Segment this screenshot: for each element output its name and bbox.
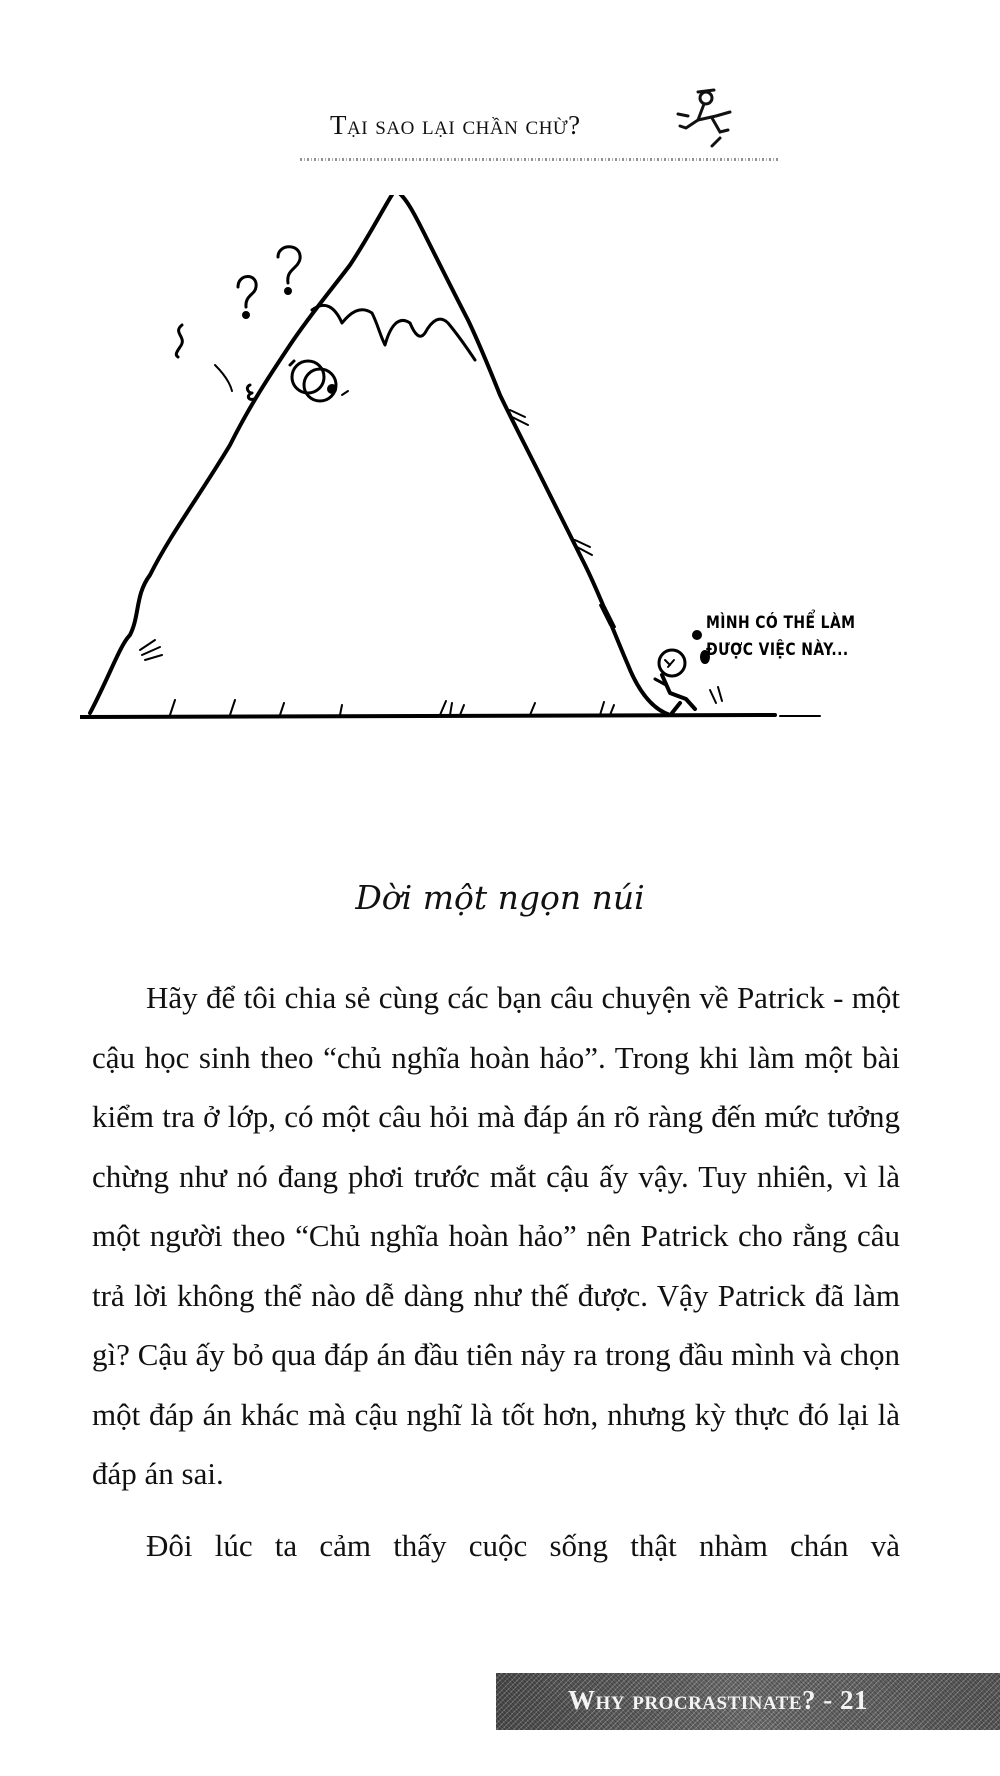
running-person-icon (668, 86, 748, 156)
speech-line-1: MÌNH CÓ THỂ LÀM (706, 613, 856, 633)
section-title: Dời một ngọn núi (355, 878, 645, 917)
footer-title-page-number: Why procrastinate? - 21 (568, 1685, 869, 1715)
header-rule (300, 158, 780, 161)
speech-line-2: ĐƯỢC VIỆC NÀY... (706, 640, 849, 660)
mountain-illustration (80, 195, 900, 845)
paragraph-1: Hãy để tôi chia sẻ cùng các bạn câu chuyện về Patrick - một cậu học sinh theo “chủ nghĩa hoàn hảo”. Trong khi làm một bài kiểm tra ở lớp, có một câu hỏi mà đáp án rõ ràng đến mức tưởng chừng như nó đang phơi trước mắt cậu ấy vậy. Tuy nhiên, vì là một người theo “Chủ nghĩa hoàn hảo” nên Patrick cho rằng câu trả lời không thể nào dễ dàng như thế được. Vậy Patrick đã làm gì? Cậu ấy bỏ qua đáp án đầu tiên nảy ra trong đầu mình và chọn một đáp án khác mà cậu nghĩ là tốt hơn, nhưng kỳ thực đó lại là đáp án sai. (92, 980, 900, 1491)
body-text (92, 968, 900, 1575)
running-title: Tại sao lại chần chừ? (330, 110, 581, 140)
speech-caption (706, 610, 855, 664)
paragraph-2: Đôi lúc ta cảm thấy cuộc sống thật nhàm chán và (146, 1527, 900, 1563)
footer-band (496, 1673, 1000, 1730)
